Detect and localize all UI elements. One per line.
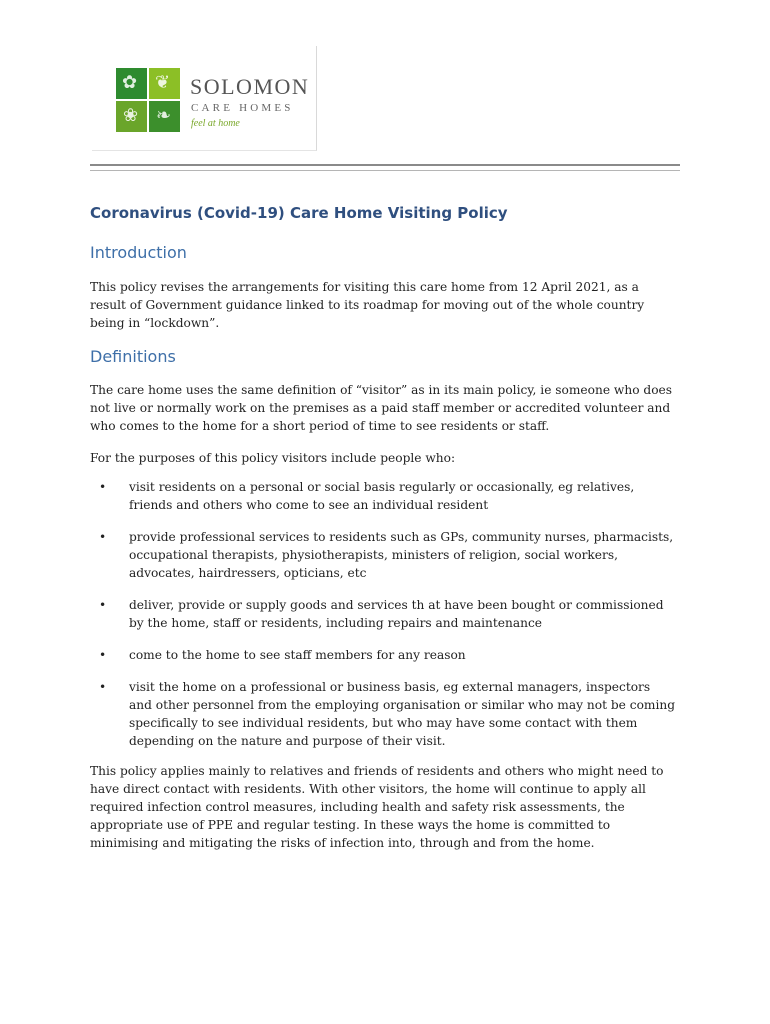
list-item <box>90 678 675 750</box>
logo-square <box>149 68 180 99</box>
introduction-heading: Introduction <box>90 243 187 262</box>
plant-icon: ❀ <box>123 105 139 126</box>
list-item-text: visit residents on a personal or social basis regularly or occasionally, eg relatives, friends and others who come to see an individual resident <box>129 480 635 512</box>
logo <box>92 46 317 151</box>
list-item-text: visit the home on a professional or business basis, eg external managers, inspectors and other personnel from the employing organisation or similar who may not be coming specifically to see individual residents, but who may have some contact with them depending on the nature and purpose of their visit. <box>129 680 676 748</box>
logo-subtitle: CARE HOMES <box>191 102 294 114</box>
purpose-intro: For the purposes of this policy visitors include people who: <box>90 451 456 465</box>
logo-tagline: feel at home <box>191 118 240 129</box>
bullet-icon: • <box>99 680 107 694</box>
flower-icon: ✿ <box>122 72 138 93</box>
list-item-text: provide professional services to residents such as GPs, community nurses, pharmacists, occupational therapists, physiotherapists, ministers of religion, social workers, advocates, hairdressers, opticians, etc <box>129 530 674 580</box>
applies-text: This policy applies mainly to relatives and friends of residents and others who might need to have direct contact with residents. With other visitors, the home will continue to apply all required infection control measures, including health and safety risk assessments, the appropriate use of PPE and regular testing. In these ways the home is committed to minimising and mitigating the risks of infection into, through and from the home. <box>90 764 664 850</box>
list-item <box>90 528 675 582</box>
page-title: Coronavirus (Covid-19) Care Home Visiting Policy <box>90 204 508 222</box>
definitions-text: The care home uses the same definition of “visitor” as in its main policy, ie someone who does not live or normally work on the premises as a paid staff member or accredited volunteer and who comes to the home for a short period of time to see residents or staff. <box>90 383 673 433</box>
sprig-icon: ❧ <box>156 105 172 126</box>
header-divider <box>90 164 680 171</box>
visitor-types-list <box>90 478 675 764</box>
bullet-icon: • <box>99 530 107 544</box>
list-item-text: come to the home to see staff members for any reason <box>129 648 466 662</box>
list-item <box>90 596 675 632</box>
leaf-icon: ❦ <box>155 72 171 93</box>
bullet-icon: • <box>99 648 107 662</box>
introduction-text: This policy revises the arrangements for visiting this care home from 12 April 2021, as a result of Government guidance linked to its roadmap for moving out of the whole country being in “lockdown”. <box>90 280 645 330</box>
logo-square <box>116 68 147 99</box>
logo-name: SOLOMON <box>190 74 310 99</box>
definitions-heading: Definitions <box>90 347 176 366</box>
logo-square <box>149 101 180 132</box>
bullet-icon: • <box>99 480 107 494</box>
list-item <box>90 478 675 514</box>
list-item <box>90 646 675 664</box>
logo-square <box>116 101 147 132</box>
logo-mark <box>116 68 182 134</box>
bullet-icon: • <box>99 598 107 612</box>
list-item-text: deliver, provide or supply goods and services th at have been bought or commissioned by the home, staff or residents, including repairs and maintenance <box>129 598 664 630</box>
